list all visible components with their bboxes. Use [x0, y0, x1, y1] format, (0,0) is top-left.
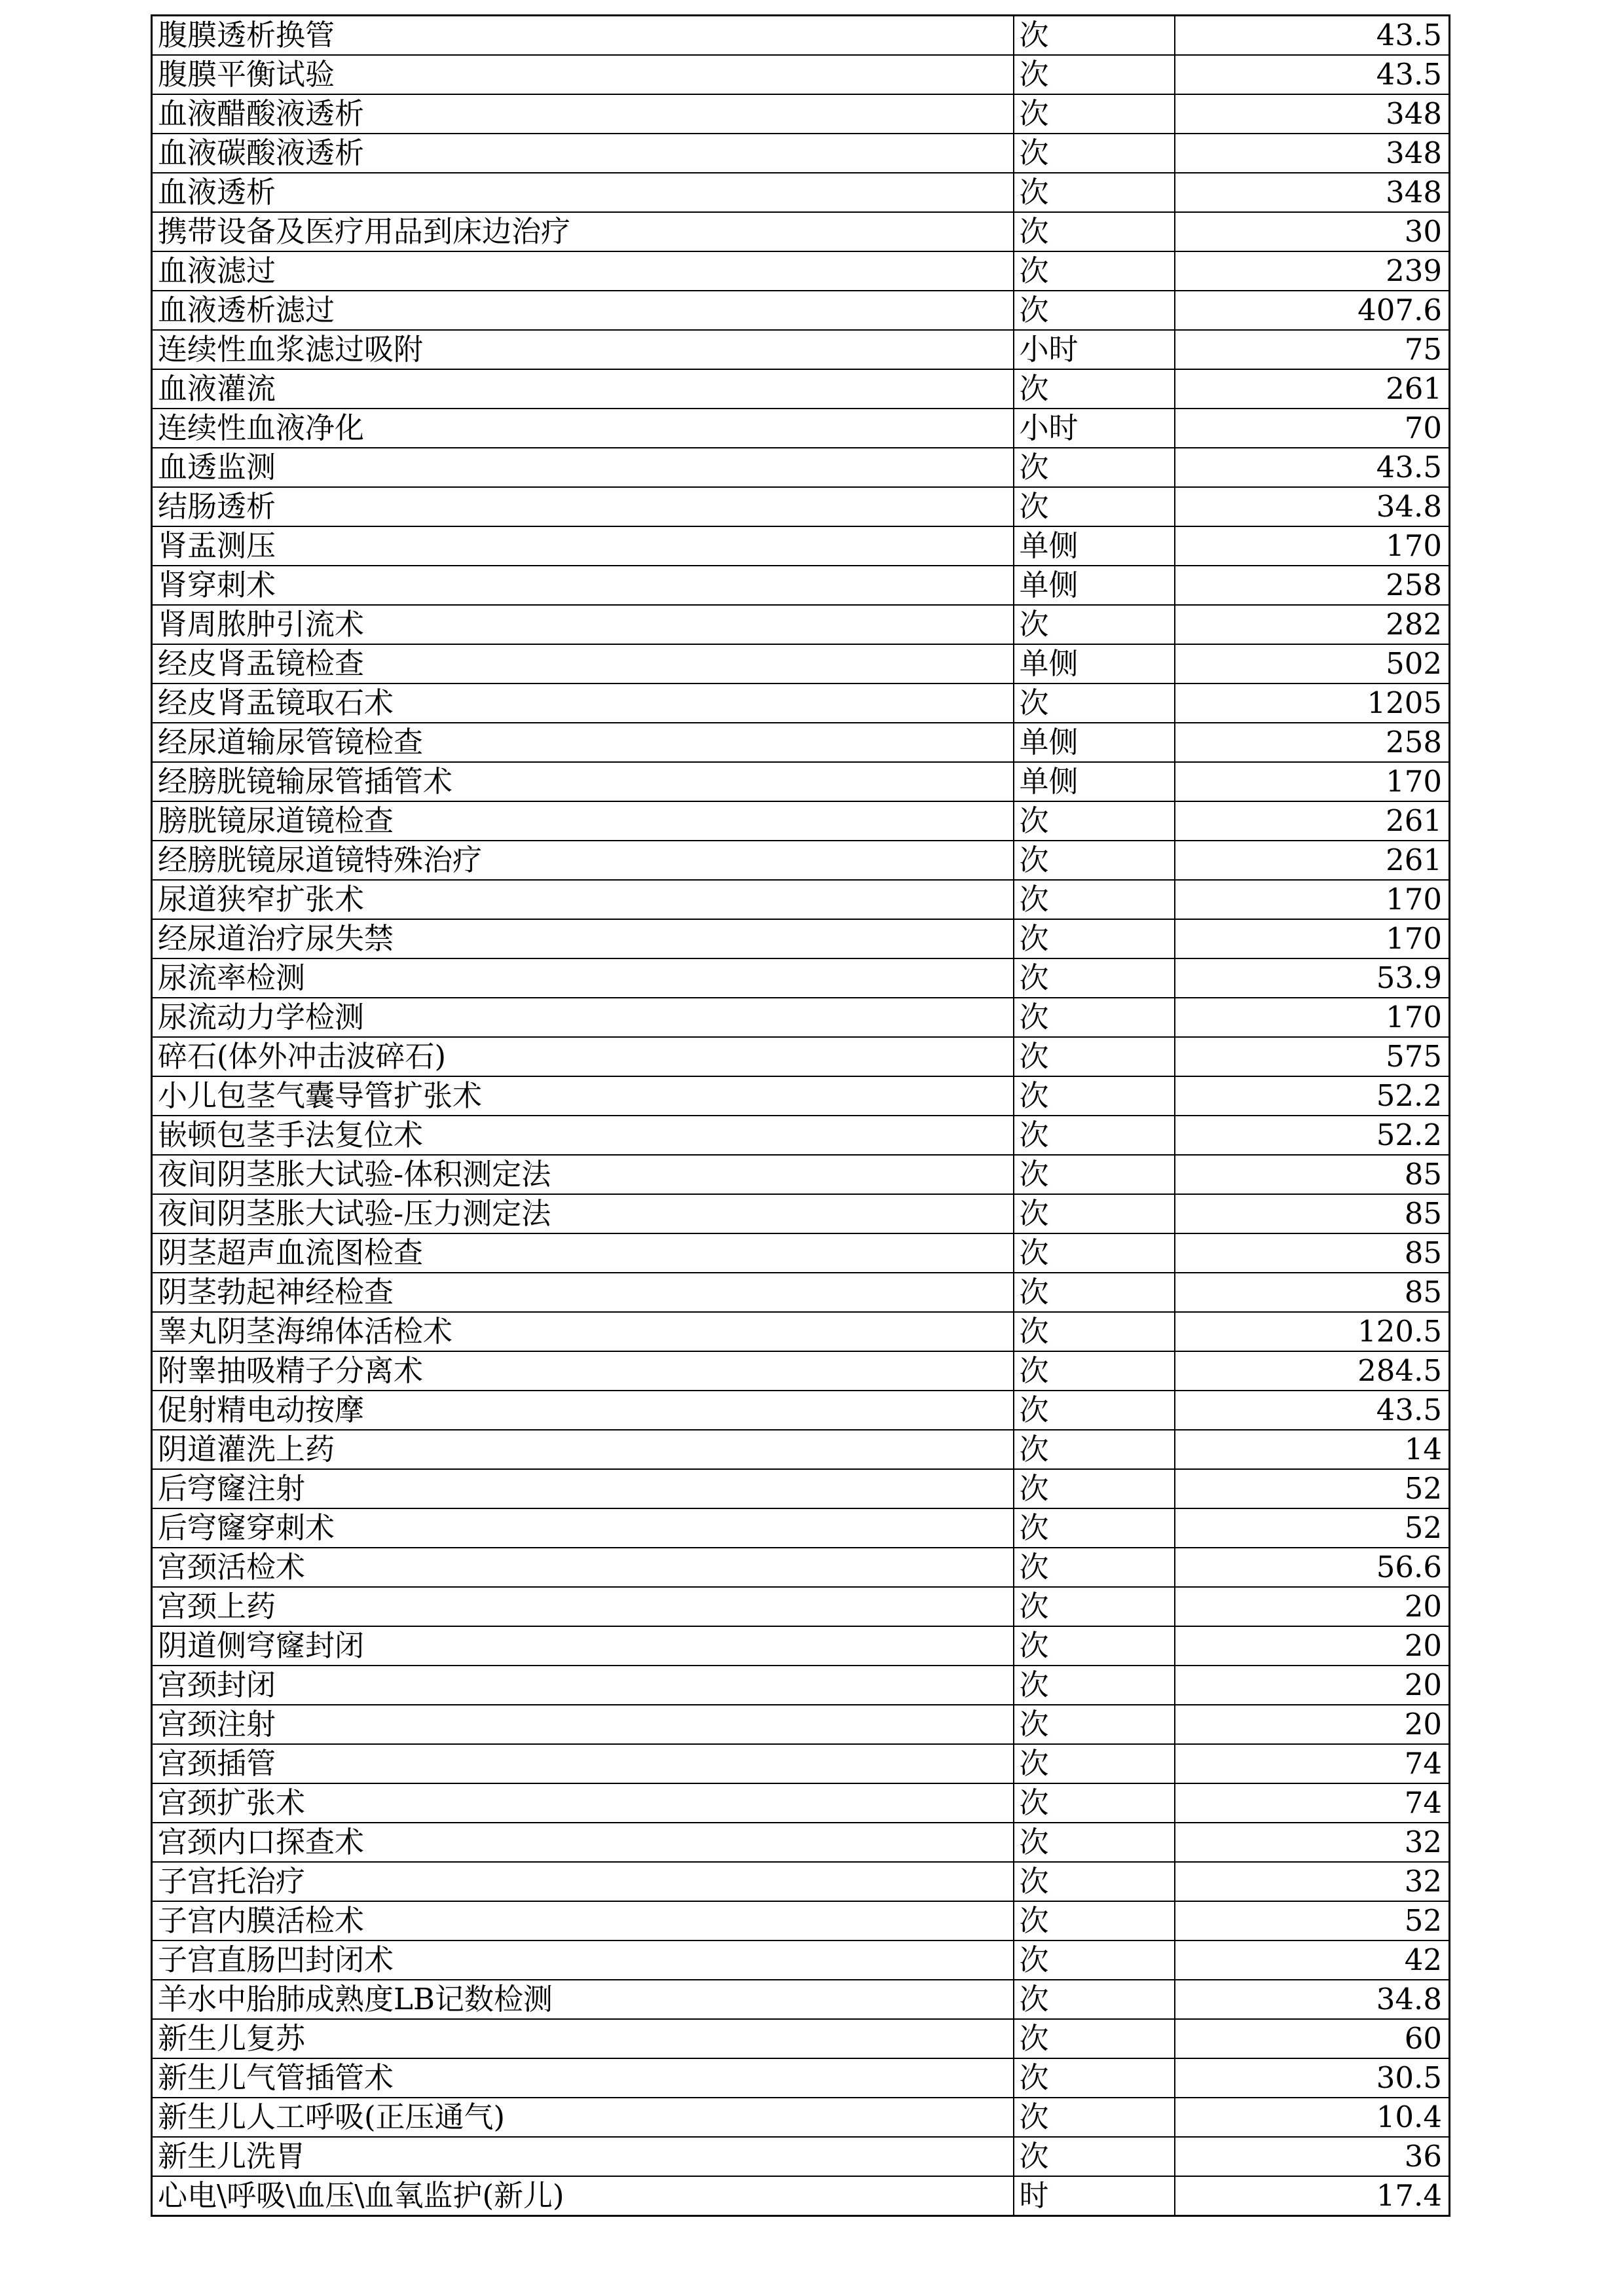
- price-cell: 20: [1175, 1587, 1450, 1626]
- price-cell: 52.2: [1175, 1116, 1450, 1155]
- unit-cell: 次: [1014, 1941, 1175, 1980]
- price-cell: 258: [1175, 723, 1450, 762]
- unit-cell: 次: [1014, 1587, 1175, 1626]
- price-cell: 20: [1175, 1626, 1450, 1666]
- price-cell: 575: [1175, 1037, 1450, 1076]
- unit-cell: 单侧: [1014, 723, 1175, 762]
- item-name-cell: 血液透析滤过: [152, 291, 1014, 330]
- price-cell: 17.4: [1175, 2176, 1450, 2216]
- unit-cell: 次: [1014, 369, 1175, 409]
- unit-cell: 单侧: [1014, 566, 1175, 605]
- table-row: [152, 448, 1450, 487]
- unit-cell: 次: [1014, 1194, 1175, 1233]
- price-cell: 1205: [1175, 683, 1450, 723]
- item-name-cell: 子宫内膜活检术: [152, 1901, 1014, 1941]
- item-name-cell: 睾丸阴茎海绵体活检术: [152, 1312, 1014, 1351]
- unit-cell: 次: [1014, 958, 1175, 998]
- table-row: [152, 1508, 1450, 1548]
- table-row: [152, 1469, 1450, 1508]
- table-row: [152, 1941, 1450, 1980]
- item-name-cell: 宫颈注射: [152, 1705, 1014, 1744]
- table-row: [152, 1666, 1450, 1705]
- unit-cell: 次: [1014, 801, 1175, 841]
- table-row: [152, 1116, 1450, 1155]
- table-row: [152, 526, 1450, 566]
- item-name-cell: 尿流率检测: [152, 958, 1014, 998]
- item-name-cell: 血液醋酸液透析: [152, 94, 1014, 134]
- unit-cell: 次: [1014, 1116, 1175, 1155]
- price-cell: 74: [1175, 1744, 1450, 1783]
- price-cell: 261: [1175, 801, 1450, 841]
- price-cell: 170: [1175, 919, 1450, 958]
- table-row: [152, 1783, 1450, 1823]
- table-row: [152, 841, 1450, 880]
- table-row: [152, 251, 1450, 291]
- price-cell: 52: [1175, 1469, 1450, 1508]
- item-name-cell: 附睾抽吸精子分离术: [152, 1351, 1014, 1391]
- table-row: [152, 919, 1450, 958]
- price-cell: 52.2: [1175, 1076, 1450, 1116]
- unit-cell: 次: [1014, 1508, 1175, 1548]
- item-name-cell: 小儿包茎气囊导管扩张术: [152, 1076, 1014, 1116]
- price-cell: 14: [1175, 1430, 1450, 1469]
- unit-cell: 次: [1014, 1076, 1175, 1116]
- unit-cell: 次: [1014, 605, 1175, 644]
- item-name-cell: 宫颈封闭: [152, 1666, 1014, 1705]
- item-name-cell: 阴道灌洗上药: [152, 1430, 1014, 1469]
- table-row: [152, 1037, 1450, 1076]
- price-cell: 30: [1175, 212, 1450, 251]
- unit-cell: 次: [1014, 212, 1175, 251]
- unit-cell: 次: [1014, 1273, 1175, 1312]
- unit-cell: 次: [1014, 2137, 1175, 2176]
- table-row: [152, 723, 1450, 762]
- price-cell: 30.5: [1175, 2058, 1450, 2098]
- table-row: [152, 212, 1450, 251]
- price-cell: 43.5: [1175, 448, 1450, 487]
- unit-cell: 次: [1014, 1901, 1175, 1941]
- item-name-cell: 羊水中胎肺成熟度LB记数检测: [152, 1980, 1014, 2019]
- unit-cell: 次: [1014, 1980, 1175, 2019]
- table-row: [152, 487, 1450, 526]
- unit-cell: 次: [1014, 2058, 1175, 2098]
- item-name-cell: 经膀胱镜输尿管插管术: [152, 762, 1014, 801]
- table-row: [152, 1391, 1450, 1430]
- item-name-cell: 宫颈上药: [152, 1587, 1014, 1626]
- unit-cell: 时: [1014, 2176, 1175, 2216]
- table-row: [152, 1312, 1450, 1351]
- unit-cell: 次: [1014, 2019, 1175, 2058]
- price-cell: 52: [1175, 1901, 1450, 1941]
- table-row: [152, 409, 1450, 448]
- price-cell: 282: [1175, 605, 1450, 644]
- unit-cell: 次: [1014, 919, 1175, 958]
- item-name-cell: 尿流动力学检测: [152, 998, 1014, 1037]
- unit-cell: 次: [1014, 1233, 1175, 1273]
- item-name-cell: 携带设备及医疗用品到床边治疗: [152, 212, 1014, 251]
- price-cell: 348: [1175, 134, 1450, 173]
- item-name-cell: 经膀胱镜尿道镜特殊治疗: [152, 841, 1014, 880]
- table-row: [152, 605, 1450, 644]
- unit-cell: 小时: [1014, 409, 1175, 448]
- item-name-cell: 血透监测: [152, 448, 1014, 487]
- table-row: [152, 2176, 1450, 2216]
- item-name-cell: 子宫直肠凹封闭术: [152, 1941, 1014, 1980]
- price-cell: 56.6: [1175, 1548, 1450, 1587]
- item-name-cell: 心电\呼吸\血压\血氧监护(新儿): [152, 2176, 1014, 2216]
- unit-cell: 单侧: [1014, 644, 1175, 683]
- table-row: [152, 762, 1450, 801]
- item-name-cell: 子宫托治疗: [152, 1862, 1014, 1901]
- unit-cell: 次: [1014, 2098, 1175, 2137]
- item-name-cell: 阴道侧穹窿封闭: [152, 1626, 1014, 1666]
- price-cell: 261: [1175, 841, 1450, 880]
- price-cell: 70: [1175, 409, 1450, 448]
- table-row: [152, 134, 1450, 173]
- unit-cell: 次: [1014, 251, 1175, 291]
- price-cell: 348: [1175, 173, 1450, 212]
- unit-cell: 次: [1014, 683, 1175, 723]
- price-cell: 20: [1175, 1666, 1450, 1705]
- item-name-cell: 血液滤过: [152, 251, 1014, 291]
- unit-cell: 次: [1014, 1155, 1175, 1194]
- table-row: [152, 1351, 1450, 1391]
- price-cell: 85: [1175, 1194, 1450, 1233]
- price-cell: 32: [1175, 1862, 1450, 1901]
- price-cell: 43.5: [1175, 55, 1450, 94]
- table-row: [152, 1744, 1450, 1783]
- price-cell: 170: [1175, 526, 1450, 566]
- price-cell: 85: [1175, 1233, 1450, 1273]
- item-name-cell: 促射精电动按摩: [152, 1391, 1014, 1430]
- price-cell: 85: [1175, 1273, 1450, 1312]
- table-row: [152, 1862, 1450, 1901]
- unit-cell: 单侧: [1014, 526, 1175, 566]
- item-name-cell: 阴茎超声血流图检查: [152, 1233, 1014, 1273]
- item-name-cell: 肾穿刺术: [152, 566, 1014, 605]
- item-name-cell: 经皮肾盂镜检查: [152, 644, 1014, 683]
- item-name-cell: 结肠透析: [152, 487, 1014, 526]
- table-row: [152, 880, 1450, 919]
- unit-cell: 次: [1014, 841, 1175, 880]
- price-cell: 52: [1175, 1508, 1450, 1548]
- unit-cell: 次: [1014, 880, 1175, 919]
- price-cell: 75: [1175, 330, 1450, 369]
- item-name-cell: 经尿道治疗尿失禁: [152, 919, 1014, 958]
- table-row: [152, 94, 1450, 134]
- price-cell: 10.4: [1175, 2098, 1450, 2137]
- unit-cell: 次: [1014, 1705, 1175, 1744]
- table-row: [152, 2019, 1450, 2058]
- item-name-cell: 连续性血浆滤过吸附: [152, 330, 1014, 369]
- table-row: [152, 55, 1450, 94]
- price-cell: 407.6: [1175, 291, 1450, 330]
- item-name-cell: 新生儿气管插管术: [152, 2058, 1014, 2098]
- unit-cell: 单侧: [1014, 762, 1175, 801]
- item-name-cell: 膀胱镜尿道镜检查: [152, 801, 1014, 841]
- price-cell: 348: [1175, 94, 1450, 134]
- table-row: [152, 1705, 1450, 1744]
- unit-cell: 次: [1014, 998, 1175, 1037]
- item-name-cell: 夜间阴茎胀大试验-压力测定法: [152, 1194, 1014, 1233]
- table-row: [152, 1194, 1450, 1233]
- table-row: [152, 1430, 1450, 1469]
- item-name-cell: 血液灌流: [152, 369, 1014, 409]
- table-row: [152, 1823, 1450, 1862]
- fee-table: [151, 14, 1450, 2217]
- price-cell: 170: [1175, 762, 1450, 801]
- unit-cell: 次: [1014, 16, 1175, 56]
- unit-cell: 次: [1014, 1783, 1175, 1823]
- table-row: [152, 683, 1450, 723]
- item-name-cell: 腹膜透析换管: [152, 16, 1014, 56]
- table-row: [152, 173, 1450, 212]
- unit-cell: 次: [1014, 448, 1175, 487]
- item-name-cell: 经皮肾盂镜取石术: [152, 683, 1014, 723]
- unit-cell: 次: [1014, 1666, 1175, 1705]
- table-row: [152, 958, 1450, 998]
- table-row: [152, 1587, 1450, 1626]
- unit-cell: 次: [1014, 1430, 1175, 1469]
- unit-cell: 次: [1014, 1469, 1175, 1508]
- price-cell: 43.5: [1175, 1391, 1450, 1430]
- item-name-cell: 连续性血液净化: [152, 409, 1014, 448]
- unit-cell: 次: [1014, 1312, 1175, 1351]
- item-name-cell: 阴茎勃起神经检查: [152, 1273, 1014, 1312]
- price-cell: 85: [1175, 1155, 1450, 1194]
- item-name-cell: 尿道狭窄扩张术: [152, 880, 1014, 919]
- unit-cell: 次: [1014, 173, 1175, 212]
- price-cell: 43.5: [1175, 16, 1450, 56]
- item-name-cell: 宫颈活检术: [152, 1548, 1014, 1587]
- item-name-cell: 后穹窿注射: [152, 1469, 1014, 1508]
- table-row: [152, 801, 1450, 841]
- table-row: [152, 369, 1450, 409]
- price-cell: 20: [1175, 1705, 1450, 1744]
- item-name-cell: 肾盂测压: [152, 526, 1014, 566]
- unit-cell: 次: [1014, 55, 1175, 94]
- unit-cell: 次: [1014, 1391, 1175, 1430]
- item-name-cell: 碎石(体外冲击波碎石): [152, 1037, 1014, 1076]
- unit-cell: 次: [1014, 1744, 1175, 1783]
- unit-cell: 次: [1014, 1351, 1175, 1391]
- table-row: [152, 2098, 1450, 2137]
- price-cell: 53.9: [1175, 958, 1450, 998]
- price-cell: 34.8: [1175, 1980, 1450, 2019]
- table-row: [152, 330, 1450, 369]
- item-name-cell: 新生儿人工呼吸(正压通气): [152, 2098, 1014, 2137]
- table-row: [152, 1273, 1450, 1312]
- item-name-cell: 新生儿复苏: [152, 2019, 1014, 2058]
- unit-cell: 次: [1014, 1862, 1175, 1901]
- table-row: [152, 1626, 1450, 1666]
- item-name-cell: 后穹窿穿刺术: [152, 1508, 1014, 1548]
- unit-cell: 次: [1014, 134, 1175, 173]
- price-cell: 42: [1175, 1941, 1450, 1980]
- table-row: [152, 566, 1450, 605]
- item-name-cell: 血液碳酸液透析: [152, 134, 1014, 173]
- item-name-cell: 经尿道输尿管镜检查: [152, 723, 1014, 762]
- price-cell: 261: [1175, 369, 1450, 409]
- fee-table-body: [152, 16, 1450, 2216]
- table-row: [152, 2058, 1450, 2098]
- price-cell: 36: [1175, 2137, 1450, 2176]
- unit-cell: 次: [1014, 487, 1175, 526]
- item-name-cell: 血液透析: [152, 173, 1014, 212]
- item-name-cell: 腹膜平衡试验: [152, 55, 1014, 94]
- item-name-cell: 宫颈内口探查术: [152, 1823, 1014, 1862]
- price-cell: 239: [1175, 251, 1450, 291]
- item-name-cell: 宫颈扩张术: [152, 1783, 1014, 1823]
- unit-cell: 次: [1014, 1626, 1175, 1666]
- price-cell: 60: [1175, 2019, 1450, 2058]
- price-cell: 32: [1175, 1823, 1450, 1862]
- table-row: [152, 1233, 1450, 1273]
- table-row: [152, 291, 1450, 330]
- table-row: [152, 1980, 1450, 2019]
- unit-cell: 小时: [1014, 330, 1175, 369]
- unit-cell: 次: [1014, 1037, 1175, 1076]
- table-row: [152, 1901, 1450, 1941]
- table-row: [152, 998, 1450, 1037]
- unit-cell: 次: [1014, 1548, 1175, 1587]
- price-cell: 170: [1175, 880, 1450, 919]
- unit-cell: 次: [1014, 291, 1175, 330]
- table-row: [152, 2137, 1450, 2176]
- item-name-cell: 肾周脓肿引流术: [152, 605, 1014, 644]
- table-row: [152, 644, 1450, 683]
- price-cell: 34.8: [1175, 487, 1450, 526]
- item-name-cell: 嵌顿包茎手法复位术: [152, 1116, 1014, 1155]
- price-cell: 120.5: [1175, 1312, 1450, 1351]
- table-row: [152, 16, 1450, 56]
- table-row: [152, 1076, 1450, 1116]
- item-name-cell: 夜间阴茎胀大试验-体积测定法: [152, 1155, 1014, 1194]
- item-name-cell: 新生儿洗胃: [152, 2137, 1014, 2176]
- price-cell: 170: [1175, 998, 1450, 1037]
- price-cell: 502: [1175, 644, 1450, 683]
- table-row: [152, 1155, 1450, 1194]
- table-row: [152, 1548, 1450, 1587]
- item-name-cell: 宫颈插管: [152, 1744, 1014, 1783]
- price-cell: 258: [1175, 566, 1450, 605]
- unit-cell: 次: [1014, 94, 1175, 134]
- price-cell: 74: [1175, 1783, 1450, 1823]
- price-cell: 284.5: [1175, 1351, 1450, 1391]
- unit-cell: 次: [1014, 1823, 1175, 1862]
